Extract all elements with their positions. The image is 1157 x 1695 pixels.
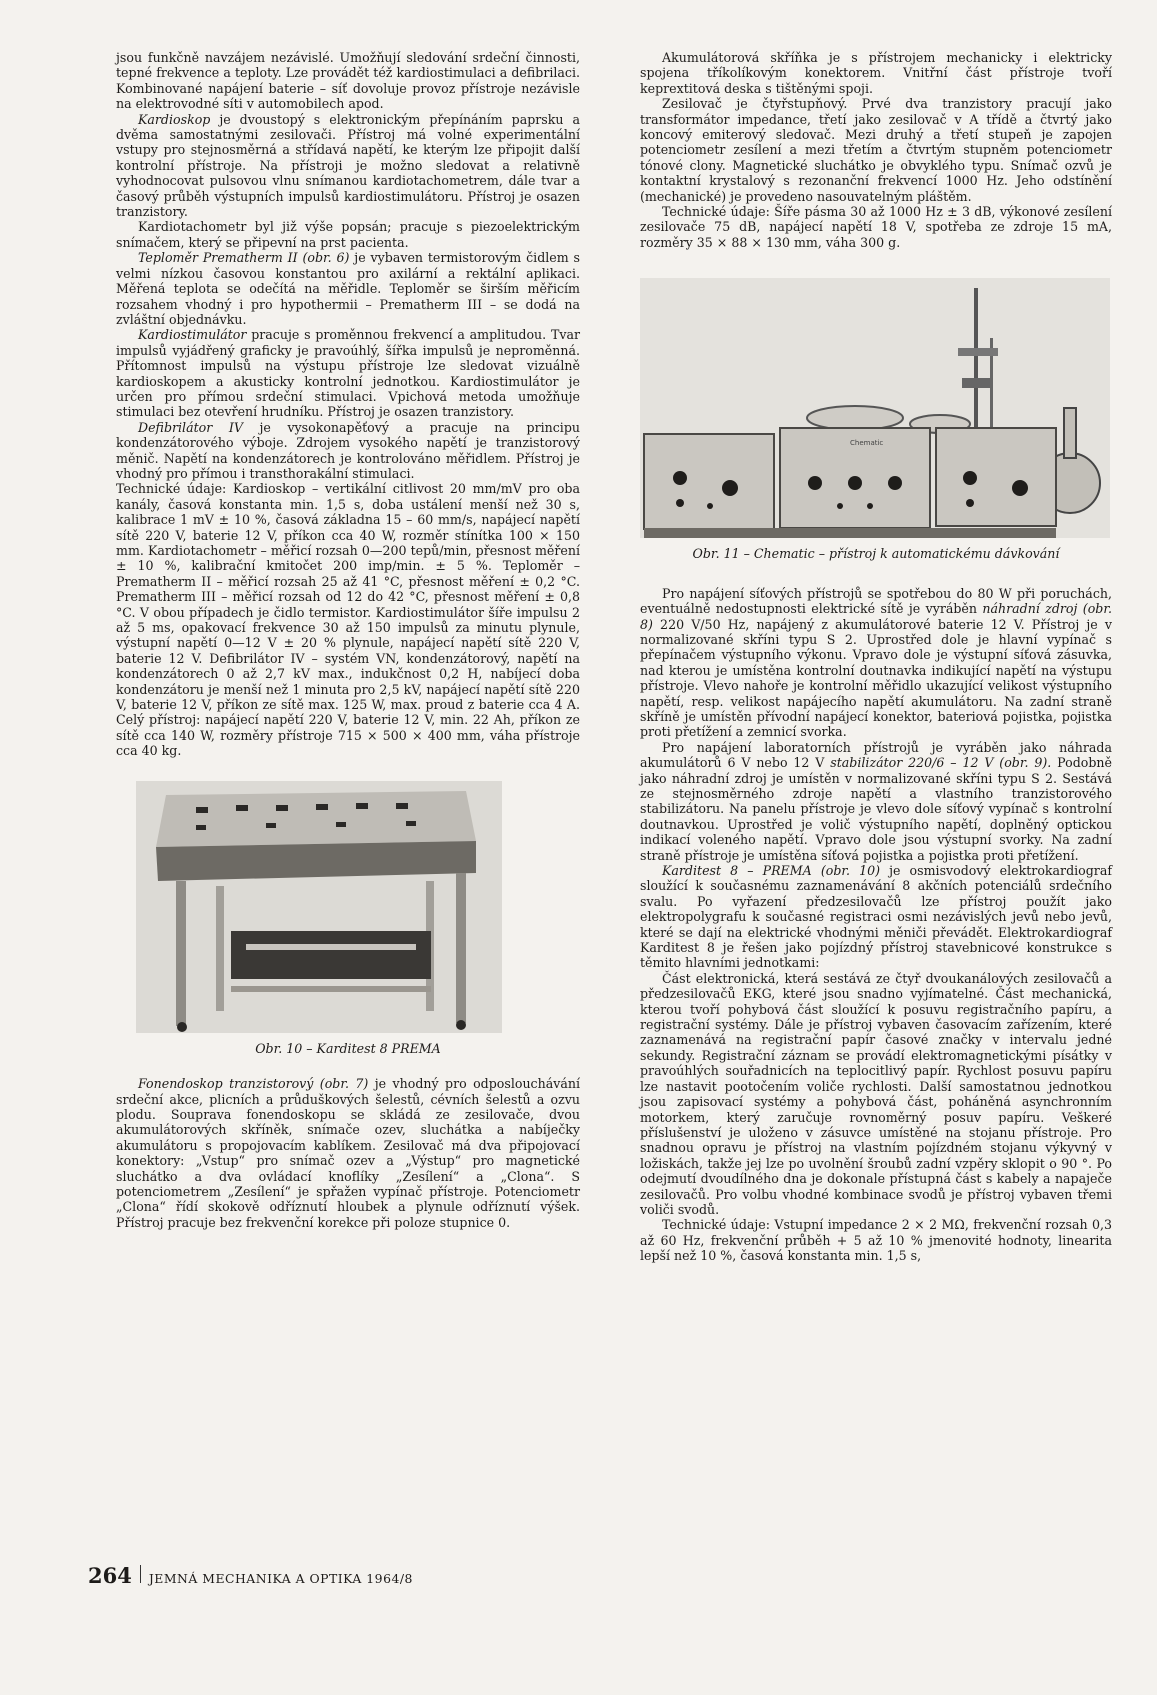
term-teplomer: Teploměr Prematherm II (obr. 6) [138, 250, 350, 266]
paragraph: Teploměr Prematherm II (obr. 6) je vybaven termistorovým čidlem s velmi nízkou časovou konstantou pro axilární a rektální aplikaci. Měřená teplota se odečítá na měřidle. Teploměr se širším měřicím rozsahem vhodný i pro hypothermii – Prematherm III – se dodá na zvláštní objednávku. [116, 250, 580, 327]
paragraph: Kardioskop je dvoustopý s elektronickým přepínáním paprsku a dvěma samostatnými zesilovači. Přístroj má volné experimentální vstupy pro stejnosměrná a střídavá napětí, ke kterým lze připojit další kontrolní přístroje. Na přístroji je možno sledovat a relativně vyhodnocovat pulsovou vlnu snímanou kardiotachometrem, dále tvar a časový průběh výstupních impulsů kardiostimulátoru. Přístroj je osazen tranzistory. [116, 111, 580, 220]
term-kardiostimulator: Kardiostimulátor [138, 327, 247, 343]
paragraph: Technické údaje: Šíře pásma 30 až 1000 Hz ± 3 dB, výkonové zesílení zesilovače 75 dB, napájecí napětí 18 V, spotřeba ze zdroje 15 mA, rozměry 35 × 88 × 130 mm, váha 300 g. [640, 204, 1112, 250]
term-karditest: Karditest 8 – PREMA (obr. 10) [662, 863, 881, 878]
paragraph-technical-data: Technické údaje: Kardioskop – vertikální citlivost 20 mm/mV pro oba kanály, časová konstanta min. 1,5 s, doba ustálení menší než 30 s, kalibrace 1 mV ± 10 %, časová základna 15 – 60 mm/s, napájecí napětí sítě 220 V, baterie 12 V, příkon cca 40 W, rozměr stínítka 100 × 150 mm. Kardiotachometr – měřicí rozsah 0—200 tepů/min, přesnost měření ± 10 %, kalibrační kmitočet 200 imp/min. ± 5 %. Teploměr – Prematherm II – měřicí rozsah 25 až 41 °C, přesnost měření ± 0,2 °C. Prematherm III – měřicí rozsah od 12 do 42 °C, přesnost měření ± 0,8 °C. V obou případech je čidlo termistor. Kardiostimulátor šíře impulsu 2 až 5 ms, opakovací frekvence 30 až 150 impulsů za minutu plynule, výstupní napětí 0—12 V ± 20 % plynule, napájecí napětí sítě 220 V, baterie 12 V. Defibrilátor IV – systém VN, kondenzátorový, napětí na kondenzátorech 0 až 2,7 kV max., indukčnost 0,2 H, nabíjecí doba kondenzátoru je menší než 1 minuta pro 2,5 kV, napájecí napětí sítě 220 V, baterie 12 V, příkon ze sítě max. 125 W, max. proud z baterie cca 4 A. Celý přístroj: napájecí napětí 220 V, baterie 12 V, min. 22 Ah, příkon ze sítě cca 140 W, rozměry přístroje 715 × 500 × 400 mm, váha přístroje cca 40 kg. [116, 481, 580, 759]
paragraph: Zesilovač je čtyřstupňový. Prvé dva tranzistory pracují jako transformátor impedance, třetí jako zesilovač v A třídě a čtvrtý jako koncový emiterový sledovač. Mezi druhý a třetí stupeň je zapojen potenciometr zesílení a mezi třetím a čtvrtým stupněm potenciometr tónové clony. Magnetické sluchátko je obvyklého typu. Snímač ozvů je kontaktní krystalový s rezonanční frekvencí 1000 Hz. Jeho odstínění (mechanické) je provedeno nasouvatelným pláštěm. [640, 96, 1112, 204]
figure-11-caption: Obr. 11 – Chematic – přístroj k automatickému dávkování [692, 546, 1060, 562]
figure-11-photo [640, 278, 1110, 538]
right-column [640, 50, 1112, 1264]
page-number: 264 [88, 1563, 132, 1588]
footer-divider [140, 1565, 141, 1583]
term-defibrilator: Defibrilátor IV [138, 419, 243, 435]
paragraph: Část elektronická, která sestává ze čtyř dvoukanálových zesilovačů a předzesilovačů EKG, které jsou snadno vyjímatelné. Část mechanická, kterou tvoří pohybová část sloužící k posuvu registračního papíru, a registrační systémy. Dále je přístroj vybaven časovacím zařízením, které zaznamenává na registrační papír časové značky v intervalu jedné sekundy. Registrační záznam se provádí elektromagnetickými písátky v pravoúhlých souřadnicích na teplocitlivý papír. Rychlost posuvu papíru lze nastavit pootočením voliče rychlosti. Další samostatnou jednotkou jsou zapisovací systémy a pohybová část, poháněná asynchronním motorkem, který zaručuje rovnoměrný posuv papíru. Veškeré příslušenství je uloženo v zásuvce umístěné na stojanu přístroje. Pro snadnou opravu je přístroj na vlastním pojízdném stojanu výkyvný v ložiskách, takže jej lze po uvolnění šroubů zadní vzpěry sklopit o 90 °. Po odejmutí dvoudílného dna je dokonale přístupná část s kabely a napaječe zesilovačů. Pro volbu vhodné kombinace svodů je přístroj vybaven třemi voliči svodů. [640, 970, 1112, 1217]
paragraph: Karditest 8 – PREMA (obr. 10) je osmisvodový elektrokardiograf sloužící k současnému zaznamenávání 8 akčních potenciálů srdečního svalu. Po vyřazení předzesilovačů lze přístroj použít jako elektropolygrafu k současné registraci osmi nezávislých jevů nebo jevů, které se dají na elektrické vhodnými měniči převádět. Elektrokardiograf Karditest 8 je řešen jako pojízdný přístroj stavebnicové konstrukce s těmito hlavními jednotkami: [640, 863, 1112, 971]
paragraph: Pro napájení laboratorních přístrojů je vyráběn jako náhrada akumulátorů 6 V nebo 12 V stabilizátor 220/6 – 12 V (obr. 9). Podobně jako náhradní zdroj je umístěn v normalizované skříni typu S 2. Sestává ze stejnosměrného zdroje napětí a vlastního tranzistorového stabilizátoru. Na panelu přístroje je vlevo dole síťový vypínač s kontrolní doutnavkou. Uprostřed je volič výstupního napětí, doplněný optickou indikací voleného napětí. Vpravo dole jsou výstupní svorky. Na zadní straně přístroje je umístěna síťová pojistka a pojistka proti přetížení. [640, 739, 1112, 863]
figure-10-caption: Obr. 10 – Karditest 8 PREMA [255, 1040, 441, 1056]
page-footer [88, 1563, 413, 1588]
term-fonendoskop: Fonendoskop tranzistorový (obr. 7) [138, 1076, 369, 1092]
paragraph: jsou funkčně navzájem nezávislé. Umožňují sledování srdeční činnosti, tepné frekvence a teploty. Lze provádět též kardiostimulaci a defibrilaci. Kombinované napájení baterie – síť dovoluje provoz přístroje nezávisle na elektrovodné síti v automobilech apod. [116, 50, 580, 112]
left-column [116, 50, 580, 1230]
paragraph: Pro napájení síťových přístrojů se spotřebou do 80 W při poruchách, eventuálně nedostupnosti elektrické sítě je vyráběn náhradní zdroj (obr. 8) 220 V/50 Hz, napájený z akumulátorové baterie 12 V. Přístroj je v normalizované skříni typu S 2. Uprostřed dole je hlavní vypínač s přepínačem výstupního výkonu. Vpravo dole je výstupní síťová zásuvka, nad kterou je umístěna kontrolní doutnavka indikující napětí na výstupu přístroje. Vlevo nahoře je kontrolní měřidlo ukazující velikost výstupního napětí, resp. velikost napájecího napětí akumulátoru. Na zadní straně skříně je umístěn přívodní napájecí konektor, bateriová pojistka, pojistka proti přetížení a zemnicí svorka. [640, 585, 1112, 740]
paragraph: Kardiostimulátor pracuje s proměnnou frekvencí a amplitudou. Tvar impulsů vyjádřený graficky je pravoúhlý, šířka impulsů je neproměnná. Přítomnost impulsů na výstupu přístroje lze sledovat vizuálně kardioskopem a akusticky kontrolní jednotkou. Kardiostimulátor je určen pro přímou srdeční stimulaci. Vpichová metoda umožňuje stimulaci bez otevření hrudníku. Přístroj je osazen tranzistory. [116, 327, 580, 420]
paragraph: Technické údaje: Vstupní impedance 2 × 2 MΩ, frekvenční rozsah 0,3 až 60 Hz, frekvenční průběh + 5 až 10 % jmenovité hodnoty, linearita lepší než 10 %, časová konstanta min. 1,5 s, [640, 1217, 1112, 1264]
term-nahradni-zdroj: náhradní zdroj (obr. 8) [640, 601, 1112, 632]
figure-10-photo [136, 781, 502, 1033]
chematic-photo [640, 278, 1110, 538]
paragraph: Akumulátorová skříňka je s přístrojem mechanicky i elektricky spojena tříkolíkovým konektorem. Vnitřní část přístroje tvoří keprextitová deska s tištěnými spoji. [640, 50, 1112, 96]
paragraph: Fonendoskop tranzistorový (obr. 7) je vhodný pro odposlouchávání srdeční akce, plicních a průduškových šelestů, cévních šelestů a ozvu plodu. Souprava fonendoskopu se skládá ze zesilovače, dvou akumulátorových skříněk, snímače ozev, sluchátka a nabíječky akumulátoru s propojovacím kablíkem. Zesilovač má dva připojovací konektory: „Vstup“ pro snímač ozev a „Výstup“ pro magnetické sluchátko a dva ovládací knoflíky „Zesílení“ a „Clona“. S potenciometrem „Zesílení“ je spřažen vypínač přístroje. Potenciometr „Clona“ řídí skokově odříznutí hloubek a plynule odříznutí výšek. Přístroj pracuje bez frekvenční korekce při poloze stupnice 0. [116, 1076, 580, 1230]
chematic-panel-label: Chematic [850, 439, 884, 448]
karditest-photo [136, 781, 502, 1033]
paragraph: Defibrilátor IV je vysokonapěťový a pracuje na principu kondenzátorového výboje. Zdrojem vysokého napětí je tranzistorový měnič. Napětí na kondenzátorech je kontrolováno měřidlem. Přístroj je vhodný pro přímou i transthorakální stimulaci. [116, 419, 580, 481]
term-stabilizator: stabilizátor 220/6 – 12 V (obr. 9). [830, 755, 1052, 771]
term-kardioskop: Kardioskop [138, 111, 211, 127]
journal-title: JEMNÁ MECHANIKA A OPTIKA 1964/8 [148, 1571, 413, 1586]
paragraph: Kardiotachometr byl již výše popsán; pracuje s piezoelektrickým snímačem, který se připevní na prst pacienta. [116, 219, 580, 250]
